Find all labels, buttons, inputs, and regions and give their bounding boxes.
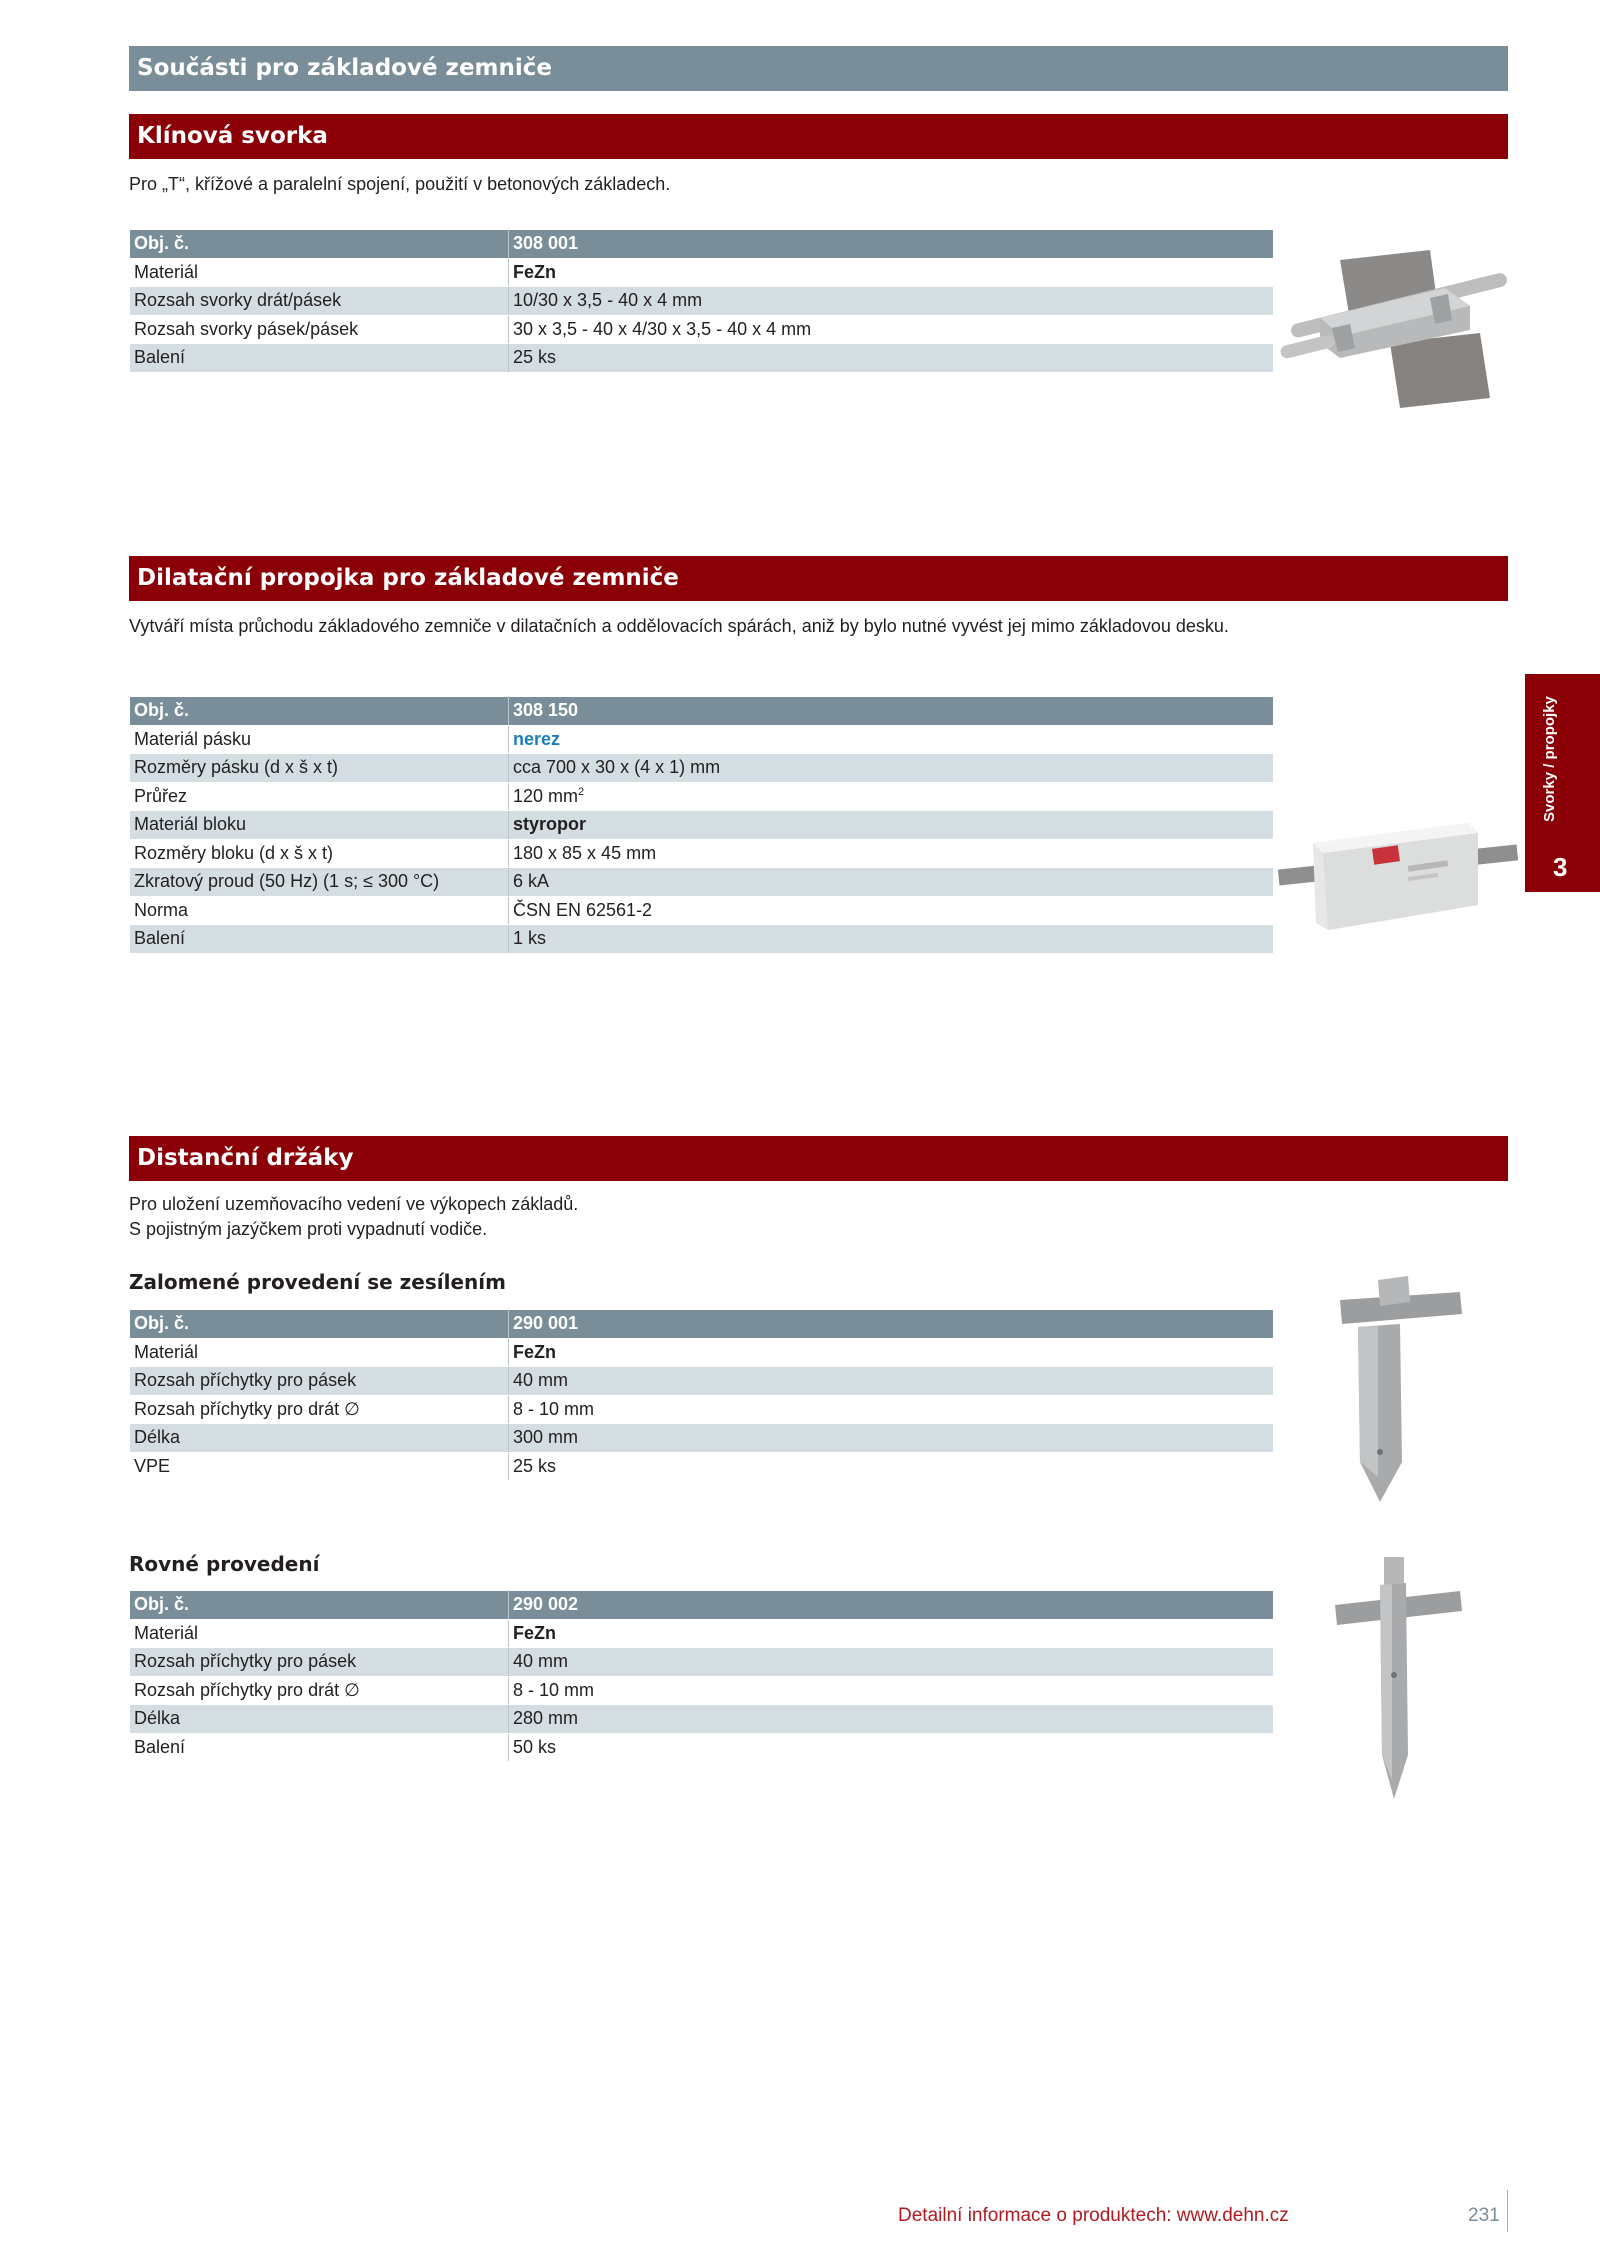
table-cell: FeZn [509, 258, 1274, 287]
table-cell: Materiál bloku [130, 811, 509, 840]
subsection-title: Zalomené provedení se zesílením [129, 1270, 506, 1294]
table-cell: Rozsah příchytky pro drát ∅ [130, 1676, 509, 1705]
section-description: Pro „T“, křížové a paralelní spojení, použití v betonových základech. [129, 174, 671, 194]
chapter-tab-label: Svorky / propojky [1541, 696, 1558, 822]
page-header-title: Součásti pro základové zemniče [137, 55, 552, 81]
table-cell: 25 ks [509, 1452, 1274, 1481]
table-row [130, 287, 1274, 316]
table-cell: Norma [130, 896, 509, 925]
table-cell: Balení [130, 344, 509, 373]
table-row [130, 754, 1274, 783]
section-title-bar [129, 114, 1508, 159]
table-cell: 290 002 [509, 1591, 1274, 1620]
divider [1507, 2190, 1508, 2232]
table-row [130, 697, 1274, 726]
table-cell: 25 ks [509, 344, 1274, 373]
table-cell: Rozměry pásku (d x š x t) [130, 754, 509, 783]
table-cell: Materiál [130, 1619, 509, 1648]
table-cell: 40 mm [509, 1367, 1274, 1396]
table-row [130, 1424, 1274, 1453]
spec-table [129, 1590, 1274, 1762]
section-title-bar [129, 556, 1508, 601]
section-description: Vytváří místa průchodu základového zemniče v dilatačních a oddělovacích spárách, aniž by bylo nutné vyvést jej mimo základovou desku. [129, 616, 1229, 636]
footer-link[interactable]: Detailní informace o produktech: www.dehn.cz [898, 2205, 1289, 2226]
table-cell: Rozsah svorky drát/pásek [130, 287, 509, 316]
table-cell: Obj. č. [130, 697, 509, 726]
table-row [130, 896, 1274, 925]
table-cell: 40 mm [509, 1648, 1274, 1677]
table-cell: 308 001 [509, 230, 1274, 259]
section-title: Klínová svorka [137, 123, 328, 149]
table-row [130, 925, 1274, 954]
section-title: Dilatační propojka pro základové zemniče [137, 565, 679, 591]
table-cell: FeZn [509, 1619, 1274, 1648]
table-cell: 8 - 10 mm [509, 1395, 1274, 1424]
bent-spacer-product-image [1330, 1272, 1470, 1522]
table-row [130, 1619, 1274, 1648]
table-cell [509, 782, 1274, 811]
table-cell: 30 x 3,5 - 40 x 4/30 x 3,5 - 40 x 4 mm [509, 315, 1274, 344]
table-cell: Materiál pásku [130, 725, 509, 754]
table-row [130, 1648, 1274, 1677]
table-row [130, 811, 1274, 840]
table-cell: 50 ks [509, 1733, 1274, 1762]
table-row [130, 258, 1274, 287]
table-row [130, 868, 1274, 897]
spec-table [129, 696, 1274, 954]
expansion-joint-product-image [1278, 805, 1518, 940]
page-header-bar [129, 46, 1508, 91]
table-cell: Délka [130, 1424, 509, 1453]
table-row [130, 344, 1274, 373]
straight-spacer-product-image [1330, 1555, 1470, 1805]
table-cell: cca 700 x 30 x (4 x 1) mm [509, 754, 1274, 783]
cross-section-value: 120 mm [513, 785, 579, 806]
table-cell: Průřez [130, 782, 509, 811]
section-title: Distanční držáky [137, 1145, 354, 1171]
table-cell: 280 mm [509, 1705, 1274, 1734]
section-description-line: S pojistným jazýčkem proti vypadnutí vodiče. [129, 1219, 488, 1239]
table-cell: VPE [130, 1452, 509, 1481]
table-row [130, 1367, 1274, 1396]
table-row [130, 230, 1274, 259]
table-row [130, 1395, 1274, 1424]
table-row [130, 315, 1274, 344]
table-cell: Balení [130, 925, 509, 954]
table-cell: FeZn [509, 1338, 1274, 1367]
table-cell: 308 150 [509, 697, 1274, 726]
spec-table [129, 229, 1274, 373]
table-cell: 6 kA [509, 868, 1274, 897]
table-cell: Délka [130, 1705, 509, 1734]
table-row [130, 1705, 1274, 1734]
table-row [130, 1452, 1274, 1481]
table-cell: 290 001 [509, 1310, 1274, 1339]
table-cell: Rozsah příchytky pro drát ∅ [130, 1395, 509, 1424]
page-number: 231 [1468, 2205, 1500, 2226]
table-cell: 10/30 x 3,5 - 40 x 4 mm [509, 287, 1274, 316]
table-row [130, 782, 1274, 811]
table-cell: 8 - 10 mm [509, 1676, 1274, 1705]
section-title-bar [129, 1136, 1508, 1181]
table-cell: Materiál [130, 1338, 509, 1367]
table-cell: Obj. č. [130, 1310, 509, 1339]
table-cell: Obj. č. [130, 1591, 509, 1620]
table-row [130, 1676, 1274, 1705]
chapter-tab-number: 3 [1553, 852, 1568, 882]
table-cell: 300 mm [509, 1424, 1274, 1453]
table-cell: Balení [130, 1733, 509, 1762]
table-cell: Obj. č. [130, 230, 509, 259]
wedge-clamp-product-image [1280, 248, 1520, 413]
spec-table [129, 1309, 1274, 1481]
table-row [130, 1310, 1274, 1339]
table-row [130, 725, 1274, 754]
table-cell: ČSN EN 62561-2 [509, 896, 1274, 925]
table-cell: Materiál [130, 258, 509, 287]
table-cell: 1 ks [509, 925, 1274, 954]
table-cell: Rozměry bloku (d x š x t) [130, 839, 509, 868]
subsection-title: Rovné provedení [129, 1552, 320, 1576]
table-cell: Rozsah příchytky pro pásek [130, 1367, 509, 1396]
table-cell: Rozsah příchytky pro pásek [130, 1648, 509, 1677]
table-row [130, 1338, 1274, 1367]
table-row [130, 1733, 1274, 1762]
table-cell: nerez [509, 725, 1274, 754]
section-description-line: Pro uložení uzemňovacího vedení ve výkopech základů. [129, 1194, 579, 1214]
table-cell: styropor [509, 811, 1274, 840]
superscript: 2 [578, 785, 585, 798]
table-cell: Rozsah svorky pásek/pásek [130, 315, 509, 344]
table-cell: 180 x 85 x 45 mm [509, 839, 1274, 868]
table-cell: Zkratový proud (50 Hz) (1 s; ≤ 300 °C) [130, 868, 509, 897]
table-row [130, 1591, 1274, 1620]
table-row [130, 839, 1274, 868]
